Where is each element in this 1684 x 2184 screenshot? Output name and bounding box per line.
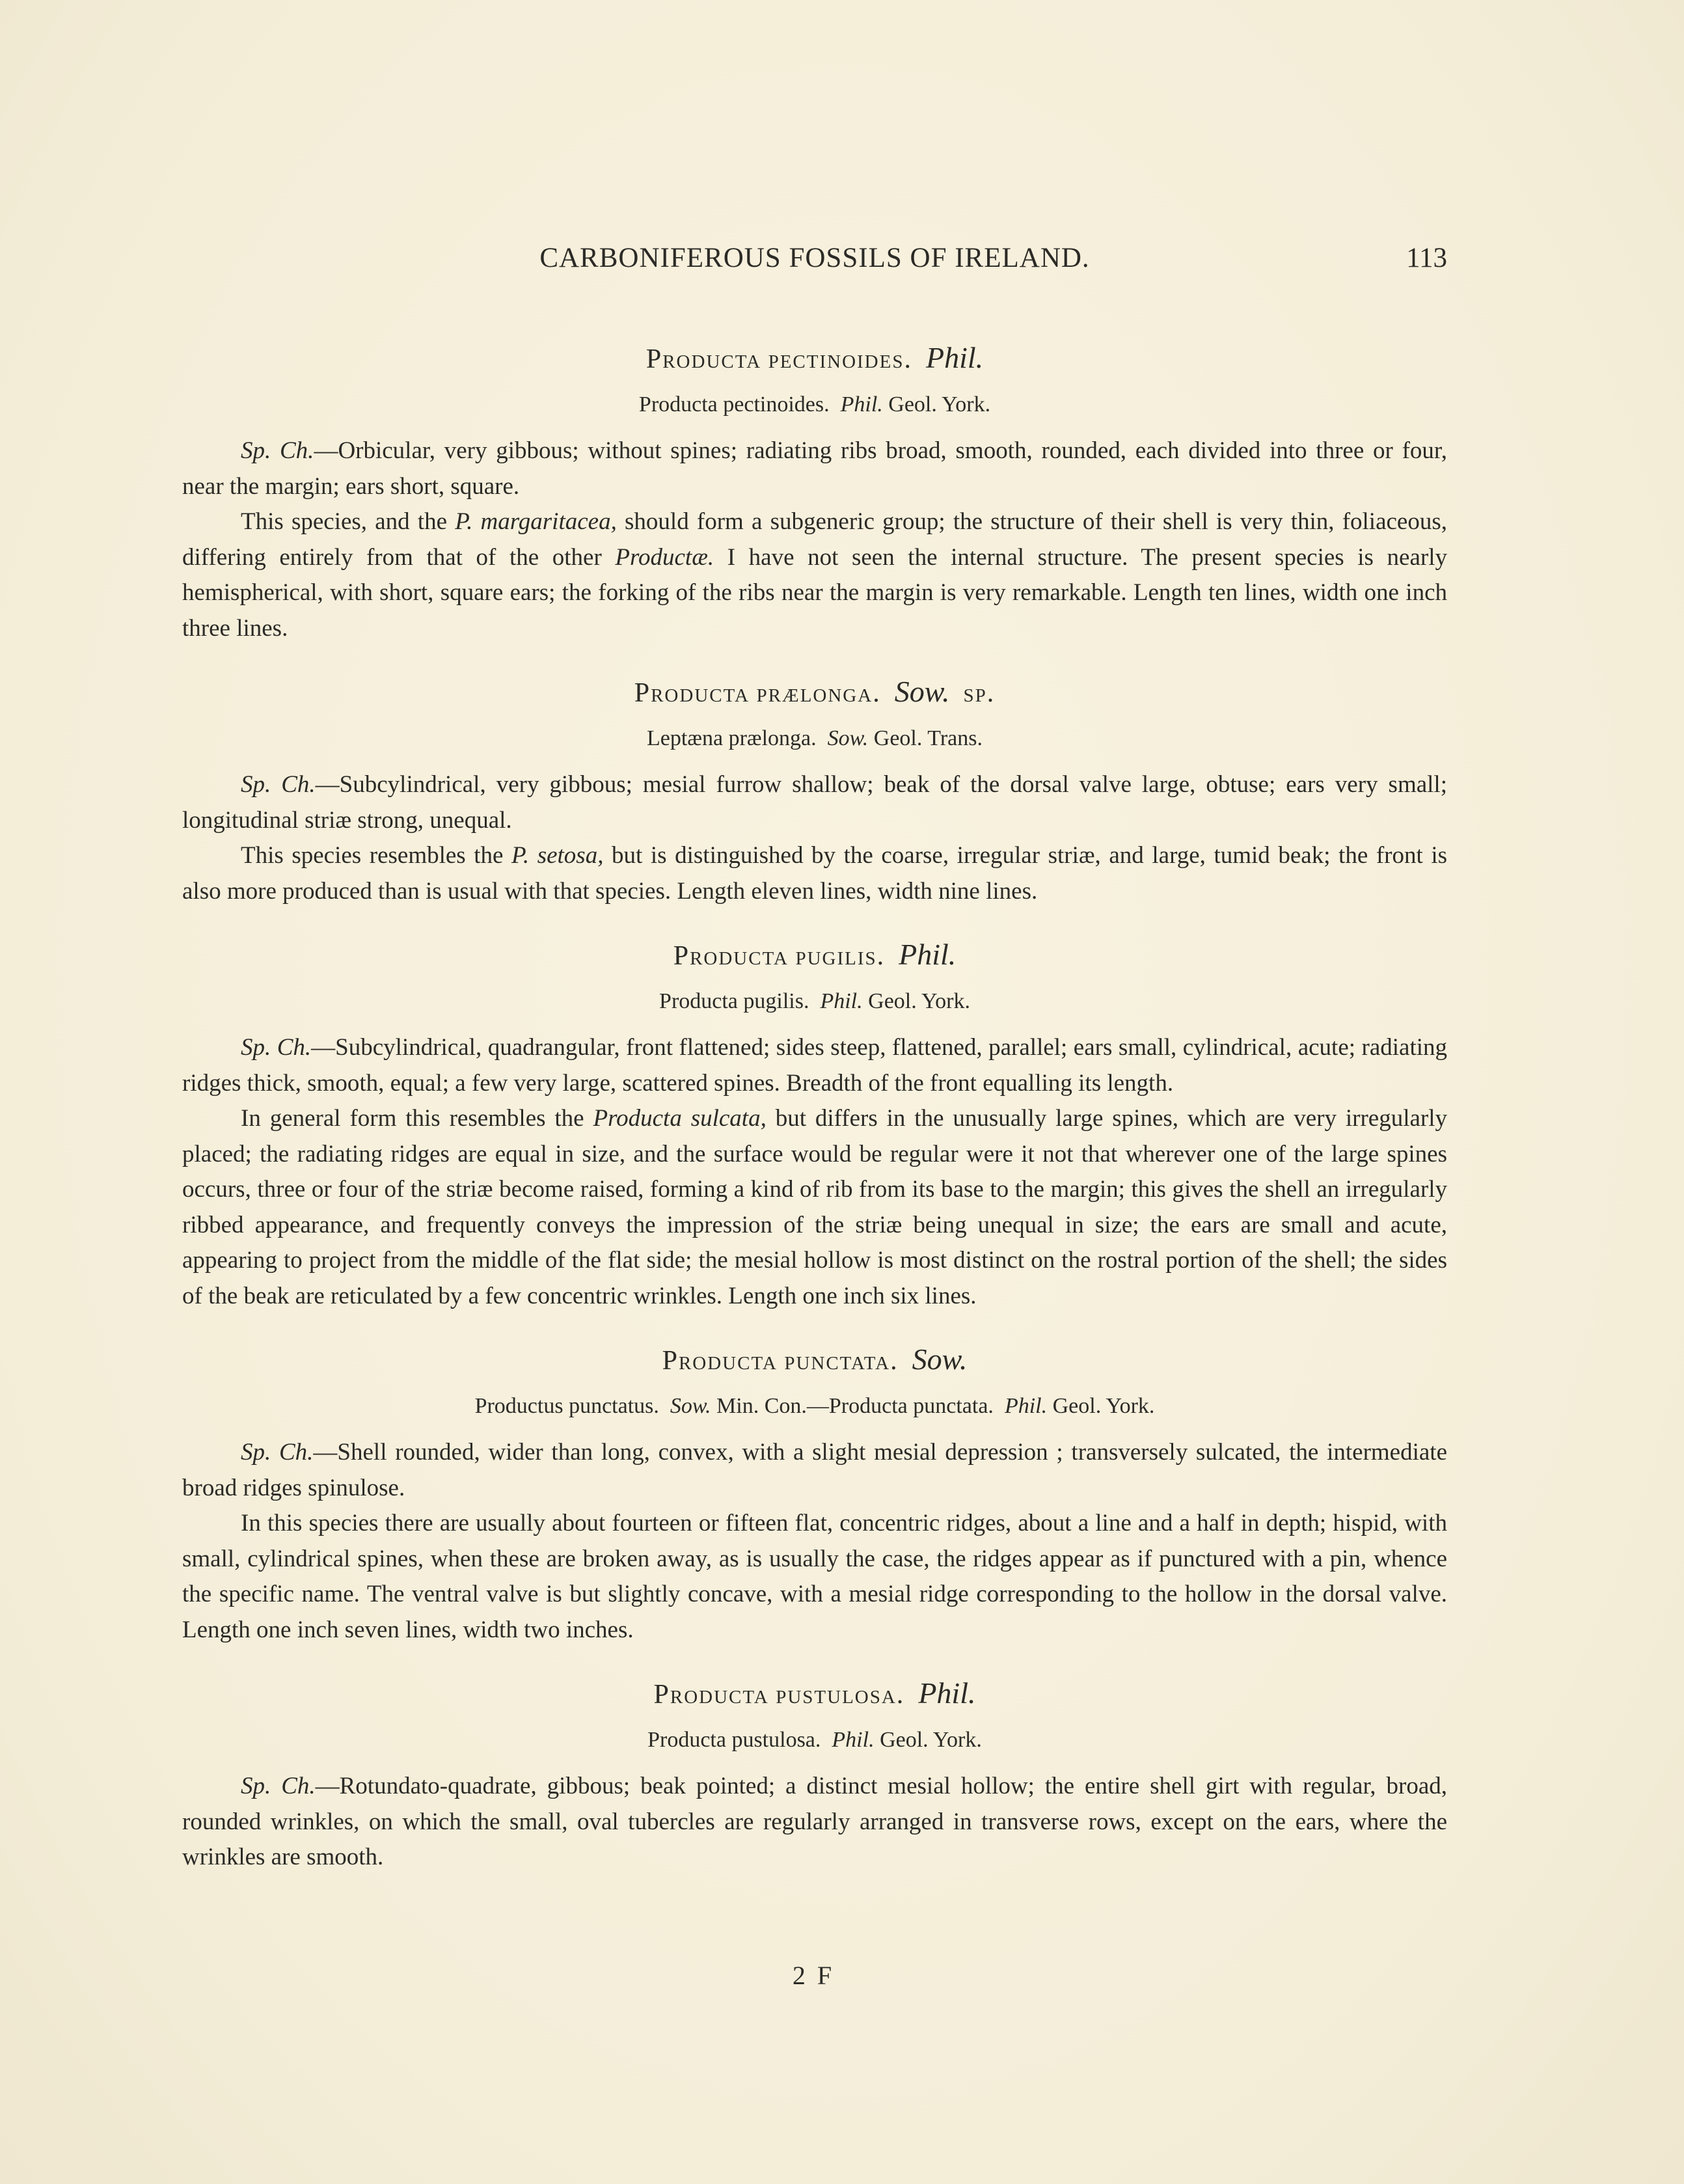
description: [182, 838, 1447, 909]
description-text: In general form this resembles the: [241, 1105, 593, 1132]
section-gap: [182, 646, 1447, 672]
entry-pectinoides: [182, 338, 1447, 646]
description-italic: P. setosa,: [511, 842, 604, 869]
sp-ch-label: Sp. Ch.: [241, 1439, 314, 1466]
author-abbrev: Phil.: [925, 341, 984, 374]
description: [182, 504, 1447, 646]
synonym-name: Producta pectinoides.: [638, 392, 830, 416]
species-heading: [182, 338, 1447, 379]
specific-characters: [182, 1030, 1447, 1101]
synonym-reference: Geol. York.: [880, 1728, 982, 1752]
section-gap: [182, 909, 1447, 935]
genus-name: Producta: [673, 941, 789, 971]
synonym-author: Phil.: [840, 392, 883, 416]
signature-mark: 2 F: [792, 1961, 835, 1990]
description: [182, 1506, 1447, 1648]
genus-name: Producta: [662, 1346, 778, 1376]
section-gap: [182, 1314, 1447, 1340]
sp-ch-label: Sp. Ch.: [241, 771, 316, 798]
synonymy: [182, 722, 1447, 756]
species-name: punctata.: [784, 1346, 899, 1376]
description-text: I have not seen the internal structure. The present species is nearly hemispherical, with short, square ears; the forking of the ribs near the margin is very remarkable. Length ten lines, width one inch three lines.: [182, 543, 1447, 642]
name-suffix: sp.: [963, 678, 996, 708]
sp-ch-text: —Subcylindrical, very gibbous; mesial furrow shallow; beak of the dorsal valve large, obtuse; ears very small; longitudinal striæ strong, unequal.: [182, 771, 1447, 834]
entry-praelonga: [182, 672, 1447, 909]
description: [182, 1101, 1447, 1314]
description-italic: Producta sulcata,: [593, 1105, 767, 1132]
description-text: should form a subgeneric group; the structure of their shell is very thin, foliaceous, differing entirely from that of the other: [182, 508, 1448, 571]
synonymy: [182, 985, 1447, 1018]
specific-characters: [182, 767, 1447, 838]
synonym-name: Productus punctatus.: [474, 1394, 659, 1418]
specific-characters: [182, 1435, 1447, 1506]
specific-characters: [182, 433, 1447, 504]
synonym-name: Leptæna prælonga.: [647, 726, 817, 750]
synonym-author: Phil.: [820, 989, 863, 1013]
page-body: [182, 338, 1447, 1876]
description-italic: P. margaritacea,: [455, 508, 617, 535]
sp-ch-text: —Orbicular, very gibbous; without spines; radiating ribs broad, smooth, rounded, each divided into three or four, near the margin; ears short, square.: [182, 437, 1447, 500]
species-heading: [182, 1674, 1447, 1714]
description-text: This species resembles the: [241, 842, 512, 869]
entry-pugilis: [182, 935, 1447, 1314]
description-italic: Productæ.: [615, 543, 714, 571]
synonymy: [182, 1389, 1447, 1423]
genus-name: Producta: [645, 344, 762, 374]
synonym-name: Producta pustulosa.: [647, 1728, 821, 1752]
description-text: but differs in the unusually large spines, which are very irregularly placed; the radiating ridges are equal in size, and the surface would be regular were it not that wherever one of the large spines occurs, three or four of the striæ become raised, forming a kind of rib from its base to the margin; this gives the shell an irregularly ribbed appearance, and frequently conveys the impression of the striæ being unequal in size; the ears are small and acute, appearing to project from the middle of the flat side; the mesial hollow is most distinct on the rostral portion of the shell; the sides of the beak are reticulated by a few concentric wrinkles. Length one inch six lines.: [182, 1105, 1448, 1309]
synonym-author: Sow.: [670, 1394, 711, 1418]
running-head: [182, 242, 1447, 288]
synonym-reference: Geol. York.: [868, 989, 970, 1013]
synonymy: [182, 1723, 1447, 1757]
species-heading: [182, 1340, 1447, 1380]
running-title: CARBONIFEROUS FOSSILS OF IRELAND.: [539, 243, 1090, 273]
specific-characters: [182, 1769, 1447, 1876]
synonym-reference: Min. Con.—Producta punctata.: [716, 1394, 994, 1418]
synonym-reference: Geol. Trans.: [873, 726, 983, 750]
sp-ch-text: —Rotundato-quadrate, gibbous; beak pointed; a distinct mesial hollow; the entire shell girt with regular, broad, rounded wrinkles, on which the small, oval tubercles are regularly arranged in transverse rows, except on the ears, where the wrinkles are smooth.: [182, 1773, 1447, 1870]
species-name: pectinoides.: [768, 344, 912, 374]
author-abbrev: Sow.: [894, 675, 950, 708]
sp-ch-label: Sp. Ch.: [241, 1034, 312, 1061]
synonym-author: Phil.: [832, 1728, 875, 1752]
entry-punctata: [182, 1340, 1447, 1648]
synonym-name: Producta pugilis.: [659, 989, 809, 1013]
synonym-reference: Geol. York.: [1052, 1394, 1155, 1418]
author-abbrev: Sow.: [912, 1343, 968, 1376]
genus-name: Producta: [653, 1680, 769, 1710]
species-name: prælonga.: [756, 678, 881, 708]
sp-ch-text: —Subcylindrical, quadrangular, front flattened; sides steep, flattened, parallel; ears small, cylindrical, acute; radiating ridges thick, smooth, equal; a few very large, scattered spines. Breadth of the front equalling its length.: [182, 1034, 1448, 1097]
synonym-author: Phil.: [1004, 1394, 1048, 1418]
species-name: pugilis.: [795, 941, 886, 971]
sp-ch-text: —Shell rounded, wider than long, convex, with a slight mesial depression ; transversely sulcated, the intermediate broad ridges spinulose.: [182, 1439, 1447, 1501]
sp-ch-label: Sp. Ch.: [241, 1773, 316, 1799]
author-abbrev: Phil.: [899, 938, 957, 971]
description-text: This species, and the: [241, 508, 455, 535]
synonym-author: Sow.: [827, 726, 869, 750]
author-abbrev: Phil.: [918, 1676, 976, 1710]
species-heading: [182, 672, 1447, 713]
synonymy: [182, 388, 1447, 422]
species-heading: [182, 935, 1447, 976]
section-gap: [182, 1648, 1447, 1674]
page-number: 113: [1406, 243, 1447, 273]
description-text: but is distinguished by the coarse, irregular striæ, and large, tumid beak; the front is also more produced than is usual with that species. Length eleven lines, width nine lines.: [182, 842, 1447, 905]
species-name: pustulosa.: [776, 1680, 905, 1710]
entry-pustulosa: [182, 1674, 1447, 1876]
synonym-reference: Geol. York.: [888, 392, 991, 416]
genus-name: Producta: [634, 678, 750, 708]
sp-ch-label: Sp. Ch.: [241, 437, 314, 464]
description-text: In this species there are usually about fourteen or fifteen flat, concentric ridges, about a line and a half in depth; hispid, with small, cylindrical spines, when these are broken away, as is usually the case, the ridges appear as if punctured with a pin, whence the specific name. The ventral valve is but slightly concave, with a mesial ridge corresponding to the hollow in the dorsal valve. Length one inch seven lines, width two inches.: [182, 1510, 1447, 1643]
